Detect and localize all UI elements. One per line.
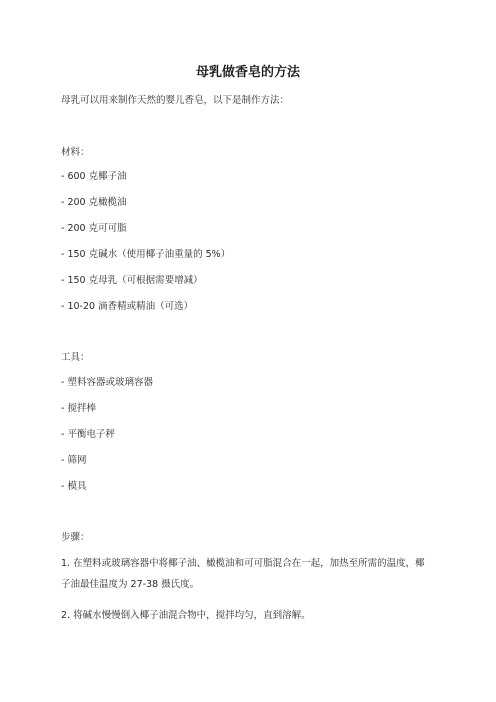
document-title: 母乳做香皂的方法 <box>195 65 300 80</box>
step-item: 2. 将碱水慢慢倒入椰子油混合物中，搅拌均匀，直到溶解。 <box>61 610 311 621</box>
materials-item: - 150 克碱水（使用椰子油重量的 5%） <box>61 249 231 260</box>
materials-item: - 600 克椰子油 <box>61 171 127 182</box>
tools-item: - 塑料容器或玻璃容器 <box>61 377 153 388</box>
tools-item: - 筛网 <box>61 455 87 466</box>
tools-item: - 平衡电子秤 <box>61 429 115 440</box>
materials-item: - 150 克母乳（可根据需要增减） <box>61 275 203 286</box>
step-item: 1. 在塑料或玻璃容器中将椰子油、橄榄油和可可脂混合在一起，加热至所需的温度，椰子油最佳温度为 27-38 摄氏度。 <box>61 558 425 590</box>
intro-text: 母乳可以用来制作天然的婴儿香皂，以下是制作方法： <box>61 95 290 106</box>
materials-item: - 200 克橄榄油 <box>61 197 127 208</box>
materials-item: - 10-20 滴香精或精油（可选） <box>61 301 194 312</box>
tools-heading: 工具： <box>61 352 90 363</box>
steps-heading: 步骤： <box>61 532 90 543</box>
materials-item: - 200 克可可脂 <box>61 223 127 234</box>
tools-item: - 模具 <box>61 481 87 492</box>
tools-item: - 搅拌棒 <box>61 403 96 414</box>
materials-heading: 材料： <box>61 147 90 158</box>
